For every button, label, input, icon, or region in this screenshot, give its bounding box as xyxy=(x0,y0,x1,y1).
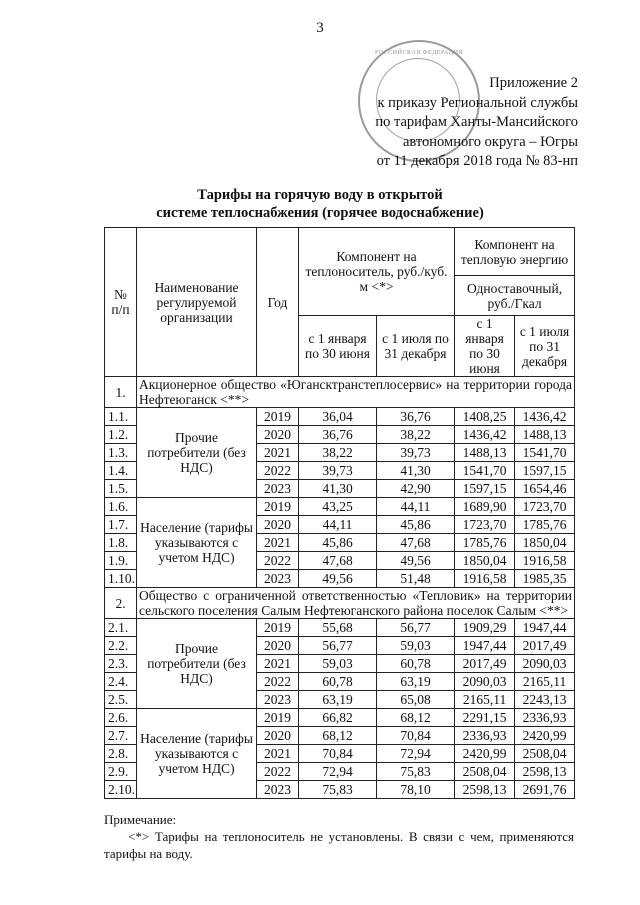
year-cell: 2022 xyxy=(257,673,299,691)
row-number: 1.4. xyxy=(105,462,137,480)
section-number: 1. xyxy=(105,377,137,408)
coolant-h1-cell: 47,68 xyxy=(299,552,377,570)
energy-h1-cell: 2598,13 xyxy=(455,781,515,799)
energy-h1-cell: 1909,29 xyxy=(455,619,515,637)
coolant-h1-cell: 39,73 xyxy=(299,462,377,480)
energy-h1-cell: 2165,11 xyxy=(455,691,515,709)
year-cell: 2019 xyxy=(257,498,299,516)
title-line: системе теплоснабжения (горячее водоснабжение) xyxy=(156,205,484,221)
table-row xyxy=(105,408,575,426)
coolant-h1-cell: 70,84 xyxy=(299,745,377,763)
row-number: 1.1. xyxy=(105,408,137,426)
energy-h2-cell: 1597,15 xyxy=(515,462,575,480)
coolant-h1-cell: 41,30 xyxy=(299,480,377,498)
row-number: 2.9. xyxy=(105,763,137,781)
energy-h2-cell: 1541,70 xyxy=(515,444,575,462)
energy-h1-cell: 2508,04 xyxy=(455,763,515,781)
consumer-group-label: Прочие потребители (без НДС) xyxy=(137,619,257,709)
row-number: 1.5. xyxy=(105,480,137,498)
coolant-h2-cell: 44,11 xyxy=(377,498,455,516)
row-number: 1.10. xyxy=(105,570,137,588)
appendix-line: по тарифам Ханты-Мансийского xyxy=(375,114,578,130)
coolant-h2-cell: 36,76 xyxy=(377,408,455,426)
row-number: 2.10. xyxy=(105,781,137,799)
row-number: 1.3. xyxy=(105,444,137,462)
row-number: 1.7. xyxy=(105,516,137,534)
row-number: 1.2. xyxy=(105,426,137,444)
consumer-group-label: Население (тарифы указываются с учетом НДС) xyxy=(137,498,257,588)
table-row xyxy=(105,619,575,637)
coolant-h1-cell: 60,78 xyxy=(299,673,377,691)
row-number: 2.8. xyxy=(105,745,137,763)
energy-h1-cell: 1436,42 xyxy=(455,426,515,444)
energy-h2-cell: 1850,04 xyxy=(515,534,575,552)
year-cell: 2019 xyxy=(257,709,299,727)
header-period: с 1 июля по 31 декабря xyxy=(377,316,455,377)
appendix-line: автономного округа – Югры xyxy=(402,133,578,150)
header-coolant: Компонент на теплоноситель, руб./куб. м <*> xyxy=(299,228,455,316)
table-row xyxy=(105,498,575,516)
coolant-h1-cell: 55,68 xyxy=(299,619,377,637)
coolant-h2-cell: 42,90 xyxy=(377,480,455,498)
header-organization: Наименование регулируемой организации xyxy=(137,228,257,377)
section-row xyxy=(105,588,575,619)
year-cell: 2022 xyxy=(257,763,299,781)
energy-h2-cell: 2691,76 xyxy=(515,781,575,799)
appendix-line: Приложение 2 xyxy=(489,75,578,91)
appendix-line: к приказу Региональной службы xyxy=(377,94,578,111)
row-number: 2.4. xyxy=(105,673,137,691)
notes-heading: Примечание: xyxy=(104,812,177,827)
year-cell: 2020 xyxy=(257,727,299,745)
energy-h1-cell: 1850,04 xyxy=(455,552,515,570)
year-cell: 2020 xyxy=(257,516,299,534)
coolant-h2-cell: 39,73 xyxy=(377,444,455,462)
year-cell: 2019 xyxy=(257,619,299,637)
header-single-rate: Одноставочный, руб./Гкал xyxy=(455,276,575,316)
coolant-h1-cell: 36,04 xyxy=(299,408,377,426)
year-cell: 2023 xyxy=(257,691,299,709)
energy-h2-cell: 1723,70 xyxy=(515,498,575,516)
year-cell: 2023 xyxy=(257,480,299,498)
energy-h1-cell: 2420,99 xyxy=(455,745,515,763)
energy-h1-cell: 1408,25 xyxy=(455,408,515,426)
energy-h1-cell: 2090,03 xyxy=(455,673,515,691)
coolant-h2-cell: 51,48 xyxy=(377,570,455,588)
energy-h2-cell: 2243,13 xyxy=(515,691,575,709)
year-cell: 2019 xyxy=(257,408,299,426)
coolant-h2-cell: 72,94 xyxy=(377,745,455,763)
coolant-h1-cell: 45,86 xyxy=(299,534,377,552)
energy-h1-cell: 2017,49 xyxy=(455,655,515,673)
note-text: <*> Тарифы на теплоноситель не установлены. В связи с чем, применяются тарифы на воду. xyxy=(104,829,574,861)
energy-h1-cell: 1947,44 xyxy=(455,637,515,655)
coolant-h2-cell: 45,86 xyxy=(377,516,455,534)
year-cell: 2022 xyxy=(257,462,299,480)
year-cell: 2021 xyxy=(257,534,299,552)
header-period: с 1 июля по 31 декабря xyxy=(515,316,575,377)
row-number: 1.9. xyxy=(105,552,137,570)
energy-h1-cell: 2291,15 xyxy=(455,709,515,727)
energy-h2-cell: 2017,49 xyxy=(515,637,575,655)
year-cell: 2023 xyxy=(257,570,299,588)
energy-h1-cell: 1488,13 xyxy=(455,444,515,462)
coolant-h2-cell: 63,19 xyxy=(377,673,455,691)
energy-h2-cell: 1947,44 xyxy=(515,619,575,637)
title-line: Тарифы на горячую воду в открытой xyxy=(197,187,443,203)
energy-h2-cell: 1785,76 xyxy=(515,516,575,534)
header-number: № п/п xyxy=(105,228,137,377)
header-period: с 1 января по 30 июня xyxy=(455,316,515,377)
section-organization-name: Акционерное общество «Югансктранстеплосервис» на территории города Нефтеюганск <**> xyxy=(137,377,575,408)
coolant-h1-cell: 49,56 xyxy=(299,570,377,588)
coolant-h1-cell: 38,22 xyxy=(299,444,377,462)
year-cell: 2022 xyxy=(257,552,299,570)
year-cell: 2020 xyxy=(257,426,299,444)
row-number: 2.3. xyxy=(105,655,137,673)
energy-h2-cell: 2598,13 xyxy=(515,763,575,781)
row-number: 2.2. xyxy=(105,637,137,655)
table-body xyxy=(105,377,575,799)
header-period: с 1 января по 30 июня xyxy=(299,316,377,377)
appendix-block xyxy=(375,74,578,172)
year-cell: 2021 xyxy=(257,745,299,763)
consumer-group-label: Прочие потребители (без НДС) xyxy=(137,408,257,498)
row-number: 1.6. xyxy=(105,498,137,516)
tariff-table xyxy=(104,227,575,799)
coolant-h1-cell: 75,83 xyxy=(299,781,377,799)
coolant-h2-cell: 59,03 xyxy=(377,637,455,655)
coolant-h2-cell: 60,78 xyxy=(377,655,455,673)
document-title xyxy=(0,186,640,222)
coolant-h2-cell: 38,22 xyxy=(377,426,455,444)
coolant-h2-cell: 68,12 xyxy=(377,709,455,727)
energy-h1-cell: 2336,93 xyxy=(455,727,515,745)
section-organization-name: Общество с ограниченной ответственностью «Тепловик» на территории сельского поселения Салым Нефтеюганского района поселок Салым <**> xyxy=(137,588,575,619)
consumer-group-label: Население (тарифы указываются с учетом НДС) xyxy=(137,709,257,799)
coolant-h1-cell: 44,11 xyxy=(299,516,377,534)
row-number: 2.7. xyxy=(105,727,137,745)
coolant-h2-cell: 56,77 xyxy=(377,619,455,637)
energy-h2-cell: 1654,46 xyxy=(515,480,575,498)
coolant-h1-cell: 63,19 xyxy=(299,691,377,709)
energy-h2-cell: 2165,11 xyxy=(515,673,575,691)
row-number: 2.5. xyxy=(105,691,137,709)
row-number: 2.1. xyxy=(105,619,137,637)
energy-h2-cell: 1916,58 xyxy=(515,552,575,570)
energy-h2-cell: 2336,93 xyxy=(515,709,575,727)
coolant-h2-cell: 78,10 xyxy=(377,781,455,799)
coolant-h1-cell: 59,03 xyxy=(299,655,377,673)
coolant-h2-cell: 49,56 xyxy=(377,552,455,570)
energy-h1-cell: 1597,15 xyxy=(455,480,515,498)
year-cell: 2023 xyxy=(257,781,299,799)
year-cell: 2020 xyxy=(257,637,299,655)
energy-h2-cell: 1985,35 xyxy=(515,570,575,588)
coolant-h2-cell: 41,30 xyxy=(377,462,455,480)
energy-h1-cell: 1785,76 xyxy=(455,534,515,552)
coolant-h2-cell: 47,68 xyxy=(377,534,455,552)
table-row xyxy=(105,709,575,727)
row-number: 2.6. xyxy=(105,709,137,727)
notes xyxy=(104,811,574,862)
appendix-line: от 11 декабря 2018 года № 83-нп xyxy=(376,153,578,169)
coolant-h1-cell: 43,25 xyxy=(299,498,377,516)
coolant-h2-cell: 70,84 xyxy=(377,727,455,745)
page-number: 3 xyxy=(316,20,324,36)
coolant-h1-cell: 66,82 xyxy=(299,709,377,727)
seal-text: РОССИЙСКАЯ ФЕДЕРАЦИЯ xyxy=(374,50,464,56)
energy-h2-cell: 1436,42 xyxy=(515,408,575,426)
energy-h1-cell: 1689,90 xyxy=(455,498,515,516)
coolant-h1-cell: 72,94 xyxy=(299,763,377,781)
year-cell: 2021 xyxy=(257,444,299,462)
energy-h2-cell: 2090,03 xyxy=(515,655,575,673)
section-number: 2. xyxy=(105,588,137,619)
section-row xyxy=(105,377,575,408)
header-energy: Компонент на тепловую энергию xyxy=(455,228,575,276)
coolant-h1-cell: 68,12 xyxy=(299,727,377,745)
energy-h1-cell: 1723,70 xyxy=(455,516,515,534)
row-number: 1.8. xyxy=(105,534,137,552)
header-year: Год xyxy=(257,228,299,377)
coolant-h1-cell: 56,77 xyxy=(299,637,377,655)
energy-h1-cell: 1916,58 xyxy=(455,570,515,588)
year-cell: 2021 xyxy=(257,655,299,673)
energy-h2-cell: 1488,13 xyxy=(515,426,575,444)
coolant-h1-cell: 36,76 xyxy=(299,426,377,444)
coolant-h2-cell: 65,08 xyxy=(377,691,455,709)
energy-h2-cell: 2508,04 xyxy=(515,745,575,763)
energy-h2-cell: 2420,99 xyxy=(515,727,575,745)
energy-h1-cell: 1541,70 xyxy=(455,462,515,480)
coolant-h2-cell: 75,83 xyxy=(377,763,455,781)
